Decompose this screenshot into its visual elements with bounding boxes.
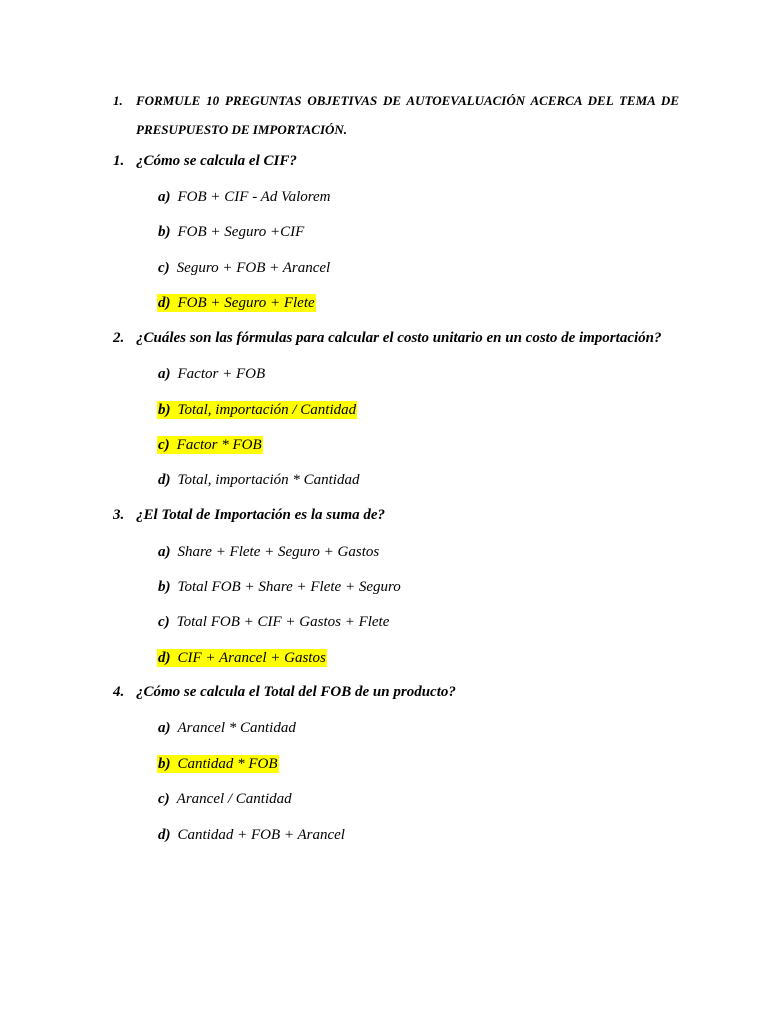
option-item-highlighted [157,755,279,773]
option-item [157,578,402,596]
option-item [157,188,332,206]
option-letter: c) [158,614,170,630]
question-number: 1. [113,153,125,169]
option-text: Cantidad + FOB + Arancel [177,827,345,843]
option-item [157,719,297,737]
option-item [157,471,360,489]
option-letter: c) [158,437,170,453]
option-letter: c) [158,791,170,807]
question-text: ¿Cómo se calcula el Total del FOB de un producto? [136,684,456,700]
option-item [157,223,305,241]
option-text: Total, importación / Cantidad [177,402,357,418]
option-letter: a) [158,366,171,382]
option-text: FOB + Seguro + Flete [177,295,315,311]
option-text: Total, importación * Cantidad [177,472,360,488]
option-item [157,259,331,277]
header-number: 1. [113,93,123,108]
option-item-highlighted [157,401,357,419]
header-title-line-2: PRESUPUESTO DE IMPORTACIÓN. [136,122,348,137]
option-item-highlighted [157,294,316,312]
option-text: FOB + CIF - Ad Valorem [177,189,331,205]
option-letter: d) [158,472,171,488]
question-text: ¿Cuáles son las fórmulas para calcular el costo unitario en un costo de importación? [136,330,662,346]
option-letter: b) [158,402,171,418]
question-number: 4. [113,684,125,700]
option-letter: b) [158,756,171,772]
question-number: 2. [113,330,125,346]
option-text: Share + Flete + Seguro + Gastos [177,544,380,560]
option-letter: d) [158,295,171,311]
option-text: Factor + FOB [177,366,266,382]
option-item-highlighted [157,649,327,667]
option-text: FOB + Seguro +CIF [177,224,305,240]
question-text: ¿El Total de Importación es la suma de? [136,507,386,523]
option-text: Total FOB + CIF + Gastos + Flete [176,614,390,630]
header-title-line-1: FORMULE 10 PREGUNTAS OBJETIVAS DE AUTOEVALUACIÓN ACERCA DEL TEMA DE [136,93,679,108]
option-letter: b) [158,224,171,240]
option-text: CIF + Arancel + Gastos [177,650,326,666]
option-letter: d) [158,650,171,666]
option-item [157,365,266,383]
option-text: Factor * FOB [176,437,262,453]
option-text: Total FOB + Share + Flete + Seguro [177,579,401,595]
option-letter: a) [158,189,171,205]
option-item [157,790,293,808]
option-letter: a) [158,720,171,736]
option-item-highlighted [157,436,263,454]
option-item [157,826,346,844]
option-text: Arancel / Cantidad [176,791,292,807]
option-text: Cantidad * FOB [177,756,278,772]
option-item [157,613,390,631]
question-number: 3. [113,507,125,523]
option-letter: a) [158,544,171,560]
option-letter: d) [158,827,171,843]
option-letter: c) [158,260,170,276]
question-text: ¿Cómo se calcula el CIF? [136,153,297,169]
option-item [157,543,380,561]
option-letter: b) [158,579,171,595]
option-text: Arancel * Cantidad [177,720,296,736]
option-text: Seguro + FOB + Arancel [176,260,331,276]
